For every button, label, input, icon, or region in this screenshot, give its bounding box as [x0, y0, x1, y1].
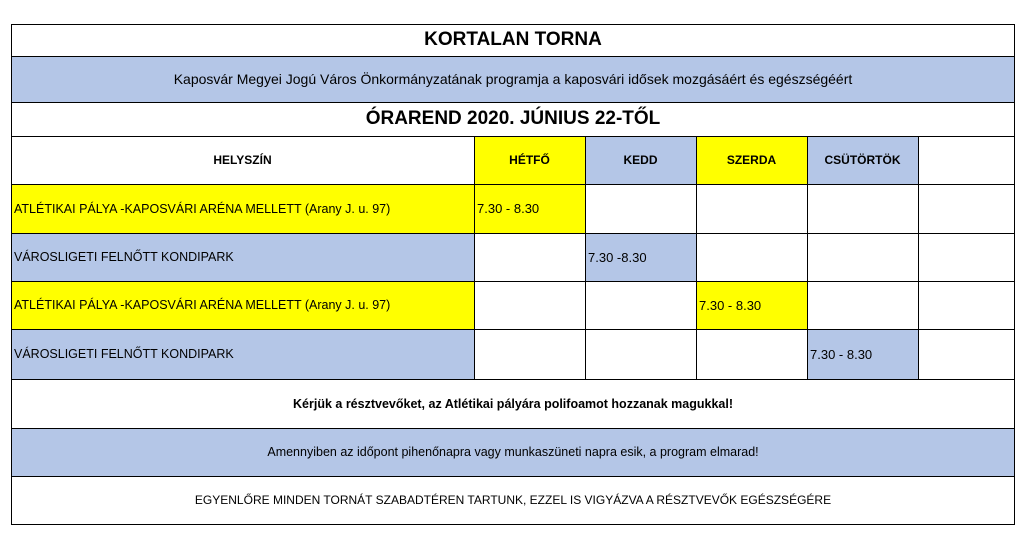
- row-3-thursday: [807, 281, 918, 329]
- grid-line: [11, 136, 1015, 137]
- grid-line: [11, 24, 12, 525]
- row-3-location: ATLÉTIKAI PÁLYA -KAPOSVÁRI ARÉNA MELLETT (Arany J. u. 97): [11, 281, 474, 329]
- header-tuesday: KEDD: [585, 136, 696, 184]
- grid-line: [696, 136, 697, 379]
- note-holiday: Amennyiben az időpont pihenőnapra vagy munkaszüneti napra esik, a program elmarad!: [11, 428, 1015, 476]
- row-4-wednesday: [696, 329, 807, 379]
- row-2-extra: [918, 233, 1015, 281]
- row-2-thursday: [807, 233, 918, 281]
- grid-line: [11, 524, 1015, 525]
- row-4-location: VÁROSLIGETI FELNŐTT KONDIPARK: [11, 329, 474, 379]
- header-location: HELYSZÍN: [11, 136, 474, 184]
- grid-line: [585, 136, 586, 379]
- grid-line: [474, 136, 475, 379]
- note-outdoor: EGYENLŐRE MINDEN TORNÁT SZABADTÉREN TARTUNK, EZZEL IS VIGYÁZVA A RÉSZTVEVŐK EGÉSZSÉGÉRE: [11, 476, 1015, 524]
- row-4-thursday: 7.30 - 8.30: [807, 329, 918, 379]
- grid-line: [11, 24, 1015, 25]
- grid-line: [807, 136, 808, 379]
- row-1-monday: 7.30 - 8.30: [474, 184, 585, 233]
- row-4-monday: [474, 329, 585, 379]
- row-3-monday: [474, 281, 585, 329]
- grid-line: [11, 281, 1015, 282]
- grid-line: [11, 56, 1015, 57]
- grid-line: [11, 233, 1015, 234]
- grid-line: [11, 329, 1015, 330]
- row-4-tuesday: [585, 329, 696, 379]
- header-wednesday: SZERDA: [696, 136, 807, 184]
- row-3-tuesday: [585, 281, 696, 329]
- row-1-wednesday: [696, 184, 807, 233]
- row-4-extra: [918, 329, 1015, 379]
- header-monday: HÉTFŐ: [474, 136, 585, 184]
- row-2-wednesday: [696, 233, 807, 281]
- row-2-location: VÁROSLIGETI FELNŐTT KONDIPARK: [11, 233, 474, 281]
- row-1-extra: [918, 184, 1015, 233]
- schedule-heading: ÓRAREND 2020. JÚNIUS 22-TŐL: [11, 102, 1015, 136]
- grid-line: [11, 102, 1015, 103]
- row-2-monday: [474, 233, 585, 281]
- row-1-tuesday: [585, 184, 696, 233]
- header-thursday: CSÜTÖRTÖK: [807, 136, 918, 184]
- grid-line: [11, 476, 1015, 477]
- page-title: KORTALAN TORNA: [11, 24, 1015, 56]
- program-subtitle: Kaposvár Megyei Jogú Város Önkormányzatának programja a kaposvári idősek mozgásáért és egészségéért: [11, 56, 1015, 102]
- row-3-wednesday: 7.30 - 8.30: [696, 281, 807, 329]
- row-1-location: ATLÉTIKAI PÁLYA -KAPOSVÁRI ARÉNA MELLETT (Arany J. u. 97): [11, 184, 474, 233]
- grid-line: [11, 428, 1015, 429]
- row-3-extra: [918, 281, 1015, 329]
- note-polifoam: Kérjük a résztvevőket, az Atlétikai pályára polifoamot hozzanak magukkal!: [11, 379, 1015, 428]
- row-2-tuesday: 7.30 -8.30: [585, 233, 696, 281]
- row-1-thursday: [807, 184, 918, 233]
- grid-line: [1014, 24, 1015, 525]
- grid-line: [11, 184, 1015, 185]
- grid-line: [918, 136, 919, 379]
- header-extra: [918, 136, 1015, 184]
- grid-line: [11, 379, 1015, 380]
